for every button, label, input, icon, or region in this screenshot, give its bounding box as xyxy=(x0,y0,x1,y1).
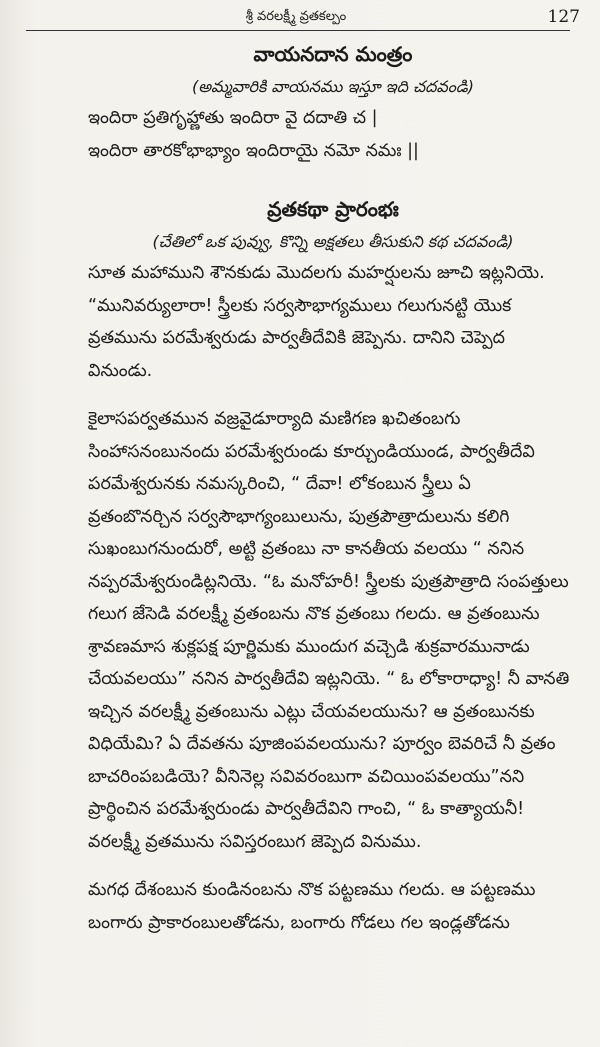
page-number: 127 xyxy=(547,7,580,27)
text-line: ఇచ్చిన వరలక్ష్మీ వ్రతంబును ఎట్లు చేయవలయును? ఆ వ్రతంబునకు xyxy=(88,701,535,722)
text-line: మగధ దేశంబున కుండినంబను నొక పట్టణము గలదు. ఆ పట్టణము xyxy=(88,880,536,900)
text-line: వ్రతంబొనర్చిన సర్వసౌభాగ్యంబులును, పుత్రపౌత్రాదులును కలిగి xyxy=(88,506,510,527)
text-line: కైలాసపర్వతమున వజ్రవైడూర్యాది మణిగణ ఖచితంబగు xyxy=(88,409,461,429)
instruction-vratakatha: (చేతిలో ఒక పువ్వు, కొన్ని అక్షతలు తీసుకుని కథ చదవండి) xyxy=(152,232,514,251)
paragraph-1 xyxy=(88,257,578,387)
running-header-title: శ్రీ వరలక్ష్మీ వ్రతకల్పం xyxy=(245,9,347,24)
paragraph-3 xyxy=(88,874,578,939)
text-line: బాచరింపబడియె? వీనినెల్ల సవివరంబుగా వచియింపవలయు”నని xyxy=(88,766,525,787)
text-line: బంగారు ప్రాకారంబులతోడను, బంగారు గోడలు గల ఇండ్లతోడను xyxy=(88,912,510,933)
text-line: విధియేమి? ఏ దేవతను పూజింపవలయును? పూర్వం బెవరిచే నీ వ్రతం xyxy=(88,734,556,754)
text-line: సూత మహాముని శౌనకుడు మొదలగు మహర్షులను జూచి ఇట్లనియె. xyxy=(88,263,545,283)
text-line: సింహాసనంబునందు పరమేశ్వరుండు కూర్చుండియుండ, పార్వతీదేవి xyxy=(88,441,535,462)
instruction-vayanadana: (అమ్మవారికి వాయనము ఇస్తూ ఇది చదవండి) xyxy=(191,77,474,96)
mantra-line: ఇందిరా తారకోభాభ్యాం ఇందిరాయై నమో నమః || xyxy=(88,140,419,161)
text-line: ప్రార్థించిన పరమేశ్వరుండు పార్వతీదేవిని గాంచి, “ ఓ కాత్యాయనీ! xyxy=(88,799,525,819)
text-line: సుఖంబుగనుందురో, అట్టి వ్రతంబు నా కానతీయ వలయు “ ననిన xyxy=(88,539,525,559)
section-title-vayanadana: వాయనదాన మంత్రం xyxy=(253,42,413,66)
section-title-vratakatha: వ్రతకథా ప్రారంభః xyxy=(267,197,399,221)
mantra-line: ఇందిరా ప్రతిగృహ్ణాతు ఇందిరా వై దదాతి చ | xyxy=(88,108,378,128)
text-line: గలుగ జేసెడి వరలక్ష్మీ వ్రతంబను నొక వ్రతంబు గలదు. ఆ వ్రతంబును xyxy=(88,604,540,624)
text-line: “మునివర్యులారా! స్త్రీలకు సర్వసౌభాగ్యములు గలుగునట్టి యొక xyxy=(88,295,512,316)
text-line: శ్రావణమాస శుక్లపక్ష పూర్ణిమకు ముందుగ వచ్చెడి శుక్రవారమునాడు xyxy=(88,636,530,657)
text-line: వరలక్ష్మీ వ్రతమును సవిస్తరంబుగ జెప్పెద వినుము. xyxy=(88,831,422,852)
text-line: వినుండు. xyxy=(88,360,153,381)
header-divider xyxy=(26,30,570,31)
text-line: నప్పరమేశ్వరుండిట్లనియె. “ఓ మనోహరీ! స్త్రీలకు పుత్రపౌత్రాది సంపత్తులు xyxy=(88,571,569,592)
text-line: వ్రతమును పరమేశ్వరుడు పార్వతీదేవికి జెప్పెను. దానిని చెప్పెద xyxy=(88,328,505,348)
mantra-block xyxy=(88,102,578,167)
page-body xyxy=(88,36,578,939)
text-line: పరమేశ్వరునకు నమస్కరించి, “ దేవా! లోకంబున స్త్రీలు ఏ xyxy=(88,474,471,494)
text-line: చేయవలయు” ననిన పార్వతీదేవి ఇట్లనియె. “ ఓ లోకారాధ్యా! నీ వానతి xyxy=(88,669,570,689)
paragraph-2 xyxy=(88,403,578,858)
